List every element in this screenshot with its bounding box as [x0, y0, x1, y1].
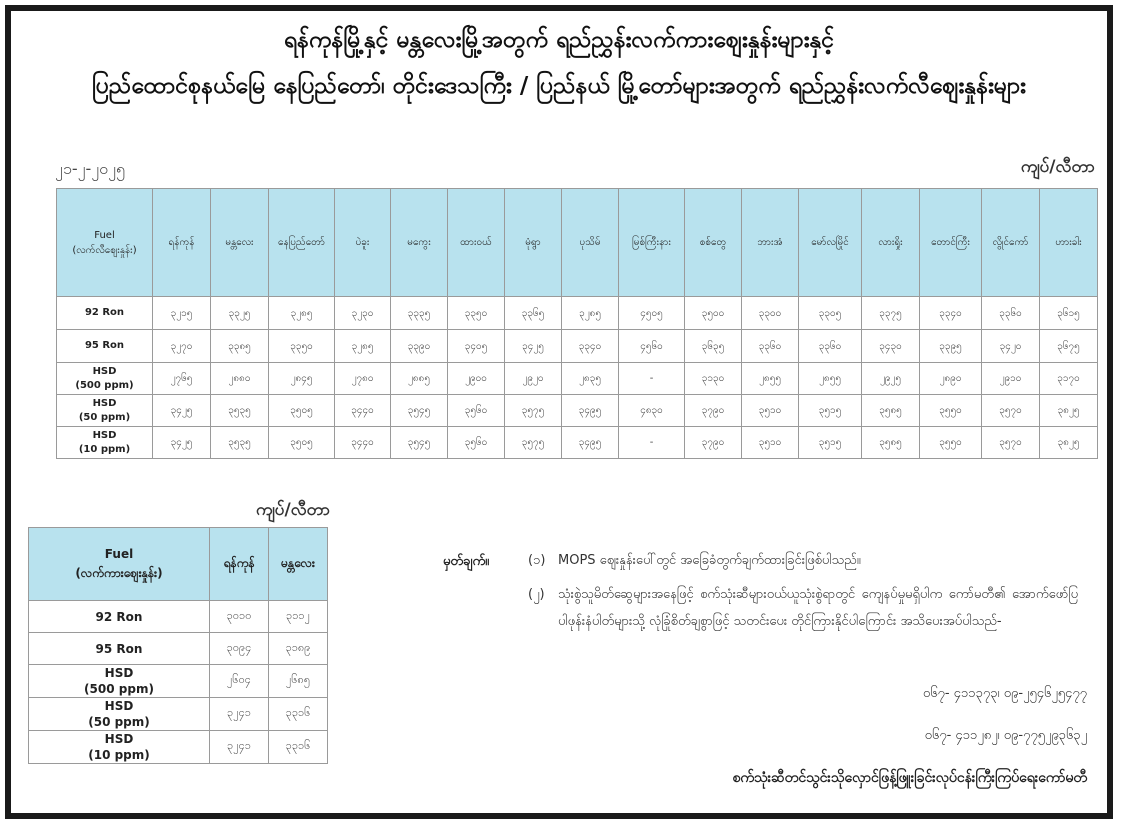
price-cell: ၃၇၉၀	[685, 395, 742, 427]
price-cell: ၃၃၂၅	[211, 297, 269, 330]
fuel-label: HSD (10 ppm)	[29, 731, 210, 764]
city-header: တောင်ကြီး	[920, 189, 982, 297]
table-row	[57, 297, 1098, 330]
city-header: ရန်ကုန်	[210, 528, 269, 601]
price-cell: ၂၇၆၅	[153, 363, 211, 395]
price-cell: ၃၄၉၅	[562, 427, 619, 459]
price-cell: ၃၂၇၀	[153, 330, 211, 363]
table-row	[57, 330, 1098, 363]
price-cell: ၃၅၀၅	[269, 427, 335, 459]
price-cell: ၂၈၈၅	[391, 363, 448, 395]
fuel-label: HSD (50 ppm)	[57, 395, 153, 427]
city-header: မုံရွာ	[505, 189, 562, 297]
price-cell: ၃၄၂၀	[982, 330, 1040, 363]
price-cell: ၂၈၅၅	[742, 363, 799, 395]
price-cell: ၃၆၃၅	[685, 330, 742, 363]
price-cell: ၃၃၀၀	[742, 297, 799, 330]
city-header: စစ်တွေ	[685, 189, 742, 297]
price-cell: ၃၀၁၀	[210, 601, 269, 633]
title-line-2: ပြည်ထောင်စုနယ်မြေ နေပြည်တော်၊ တိုင်းဒေသကြီး / ပြည်နယ် မြို့တော်များအတွက် ရည်ညွှန်းလက်လီဈေးနှုန်းများ	[91, 73, 1026, 99]
note-text: MOPS ဈေးနှုန်းပေါ်တွင် အခြေခံတွက်ချက်ထားခြင်းဖြစ်ပါသည်။	[558, 553, 861, 568]
price-cell: ၃၃၆၀	[799, 330, 862, 363]
price-cell: ၃၄၂၅	[505, 330, 562, 363]
date-label: ၂၁-၂-၂၀၂၅	[55, 159, 125, 178]
note-number: (၂)	[528, 587, 545, 602]
price-cell: ၃၅၀၀	[685, 297, 742, 330]
fuel-header-cell: Fuel (လက်ကားဈေးနှုန်း)	[29, 528, 210, 601]
price-cell: ၃၃၆၀	[742, 330, 799, 363]
table-row	[57, 427, 1098, 459]
price-cell: ၃၅၇၀	[982, 427, 1040, 459]
price-cell: ၃၈၂၅	[1040, 395, 1098, 427]
city-header: ပုသိမ်	[562, 189, 619, 297]
price-cell: ၃၈၂၅	[1040, 427, 1098, 459]
city-header: မကွေး	[391, 189, 448, 297]
table-row	[57, 363, 1098, 395]
price-cell: ၂၇၈၀	[335, 363, 391, 395]
table-row	[29, 731, 328, 764]
price-cell: ၄၅၆၀	[619, 330, 685, 363]
price-cell: ၃၅၁၅	[799, 427, 862, 459]
price-cell: ၃၅၄၅	[391, 395, 448, 427]
price-cell: ၂၈၅၅	[799, 363, 862, 395]
price-cell: ၃၆၁၅	[1040, 297, 1098, 330]
price-cell: ၃၅၄၅	[391, 427, 448, 459]
price-cell: ၃၂၃၀	[335, 297, 391, 330]
price-cell: ၃၁၁၂	[269, 601, 328, 633]
city-header: မော်လမြိုင်	[799, 189, 862, 297]
price-cell: ၃၆၇၅	[1040, 330, 1098, 363]
price-cell: ၃၂၈၅	[269, 297, 335, 330]
note-number: (၁)	[528, 553, 546, 568]
title-line-1: ရန်ကုန်မြို့နှင့် မန္တလေးမြို့အတွက် ရည်ညွှန်းလက်ကားဈေးနှုန်းများနှင့်	[283, 27, 835, 53]
price-cell: ၃၁၇၀	[1040, 363, 1098, 395]
city-header: ဘားအံ	[742, 189, 799, 297]
price-cell: ၂၈၄၅	[269, 363, 335, 395]
price-cell: ၂၈၈၀	[211, 363, 269, 395]
price-cell: ၃၄၃၀	[862, 330, 920, 363]
price-cell: ၃၃၁၆	[269, 698, 328, 731]
price-cell: ၃၅၁၀	[742, 395, 799, 427]
price-cell: ၃၅၅၀	[920, 427, 982, 459]
price-cell: ၃၅၈၅	[862, 427, 920, 459]
price-cell: ၃၅၇၅	[505, 427, 562, 459]
price-cell: ၃၃၁၆	[269, 731, 328, 764]
price-cell: ၃၅၃၅	[211, 427, 269, 459]
note-text: သုံးစွဲသူမိတ်ဆွေများအနေဖြင့် စက်သုံးဆီများဝယ်ယူသုံးစွဲရာတွင် ကျေနပ်မှုမရှိပါက ကော်မတီ၏ အောက်ဖော်ပြပါဖုန်းနံပါတ်များသို့ လုံခြုံစိတ်ချစွာဖြင့် သတင်းပေး တိုင်ကြားနိုင်ပါကြောင်း အသိပေးအပ်ပါသည်-	[558, 587, 1078, 629]
price-cell: ၃၅၃၅	[211, 395, 269, 427]
phone-numbers: ၀၆၇- ၄၁၁၃၇၃၊ ၀၉-၂၅၄၆၂၅၄၇၇	[922, 686, 1087, 701]
price-cell: ၃၅၈၅	[862, 395, 920, 427]
price-cell: ၃၄၄၀	[335, 427, 391, 459]
fuel-label: HSD (50 ppm)	[29, 698, 210, 731]
fuel-label: HSD (500 ppm)	[29, 665, 210, 698]
price-cell: ၃၃၃၅	[391, 297, 448, 330]
table-row	[57, 395, 1098, 427]
price-cell: ၃၄၂၅	[153, 427, 211, 459]
price-cell: ၃၃၇၅	[862, 297, 920, 330]
fuel-label: 92 Ron	[57, 297, 153, 330]
city-header: ရန်ကုန်	[153, 189, 211, 297]
price-cell: ၃၂၈၅	[335, 330, 391, 363]
price-cell: ၃၇၉၀	[685, 427, 742, 459]
fuel-label: 95 Ron	[57, 330, 153, 363]
city-header: ထားဝယ်	[448, 189, 505, 297]
price-cell: ၃၃၉၅	[920, 330, 982, 363]
table-row	[29, 601, 328, 633]
price-cell: ၄၈၃၀	[619, 395, 685, 427]
price-cell: ၃၃၀၅	[799, 297, 862, 330]
price-cell: -	[619, 427, 685, 459]
table-row	[29, 633, 328, 665]
fuel-header-cell: Fuel (လက်လီဈေးနှုန်း)	[57, 189, 153, 297]
price-cell: ၂၈၉၀	[920, 363, 982, 395]
price-cell: ၃၃၆၀	[982, 297, 1040, 330]
price-cell: ၃၄၄၀	[335, 395, 391, 427]
table-row	[29, 665, 328, 698]
price-cell: ၄၅၀၅	[619, 297, 685, 330]
price-cell: ၃၂၄၁	[210, 698, 269, 731]
price-cell: ၃၅၁၅	[799, 395, 862, 427]
unit-label-retail: ကျပ်/လီတာ	[1020, 157, 1095, 177]
fuel-label: HSD (10 ppm)	[57, 427, 153, 459]
wholesale-header-row	[29, 528, 328, 601]
city-header: ပဲခူး	[335, 189, 391, 297]
price-cell: ၃၃၅၀	[448, 297, 505, 330]
fuel-label: 92 Ron	[29, 601, 210, 633]
price-cell: ၂၆၈၅	[269, 665, 328, 698]
wholesale-price-table	[28, 527, 328, 764]
price-cell: ၃၂၁၅	[153, 297, 211, 330]
price-cell: ၃၃၉၀	[391, 330, 448, 363]
city-header: လွိုင်ကော်	[982, 189, 1040, 297]
price-cell: ၃၃၆၅	[505, 297, 562, 330]
price-cell: ၂၆၀၄	[210, 665, 269, 698]
committee-signature: စက်သုံးဆီတင်သွင်းသိုလှောင်ဖြန့်ဖြူးခြင်းလုပ်ငန်းကြီးကြပ်ရေးကော်မတီ	[732, 770, 1087, 786]
price-cell: ၃၅၇၀	[982, 395, 1040, 427]
price-cell: ၃၂၄၁	[210, 731, 269, 764]
fuel-label: HSD (500 ppm)	[57, 363, 153, 395]
city-header: မန္တလေး	[211, 189, 269, 297]
table-row	[29, 698, 328, 731]
city-header: မန္တလေး	[269, 528, 328, 601]
price-cell: ၃၃၅၀	[269, 330, 335, 363]
unit-label-wholesale: ကျပ်/လီတာ	[256, 500, 331, 520]
price-cell: ၃၄၉၅	[562, 395, 619, 427]
price-cell: ၂၉၀၀	[448, 363, 505, 395]
price-cell: ၃၄၀၅	[448, 330, 505, 363]
price-cell: ၃၅၅၀	[920, 395, 982, 427]
price-cell: ၃၃၈၅	[211, 330, 269, 363]
price-cell: ၃၁၃၀	[685, 363, 742, 395]
price-cell: ၃၁၈၉	[269, 633, 328, 665]
price-cell: ၃၄၂၅	[153, 395, 211, 427]
price-cell: ၂၈၃၅	[562, 363, 619, 395]
city-header: နေပြည်တော်	[269, 189, 335, 297]
retail-price-table	[56, 188, 1098, 459]
price-cell: ၃၅၀၅	[269, 395, 335, 427]
price-cell: ၃၅၁၀	[742, 427, 799, 459]
price-cell: ၃၅၇၅	[505, 395, 562, 427]
price-cell: ၃၃၄၀	[562, 330, 619, 363]
notes-heading: မှတ်ချက်။	[443, 554, 490, 569]
price-cell: ၂၉၂၅	[862, 363, 920, 395]
phone-numbers: ၀၆၇- ၄၁၁၂၈၂၊ ၀၉-၇၇၅၂၉၃၆၃၂	[924, 728, 1087, 743]
price-cell: ၂၉၁၀	[982, 363, 1040, 395]
city-header: လားရှိုး	[862, 189, 920, 297]
city-header: ဟားခါး	[1040, 189, 1098, 297]
price-cell: ၃၅၆၀	[448, 395, 505, 427]
price-cell: ၃၀၉၄	[210, 633, 269, 665]
fuel-label: 95 Ron	[29, 633, 210, 665]
price-cell: ၂၉၂၀	[505, 363, 562, 395]
retail-header-row	[57, 189, 1098, 297]
price-cell: ၃၂၈၅	[562, 297, 619, 330]
price-cell: ၃၅၆၀	[448, 427, 505, 459]
price-cell: ၃၃၄၀	[920, 297, 982, 330]
city-header: မြစ်ကြီးနား	[619, 189, 685, 297]
price-cell: -	[619, 363, 685, 395]
